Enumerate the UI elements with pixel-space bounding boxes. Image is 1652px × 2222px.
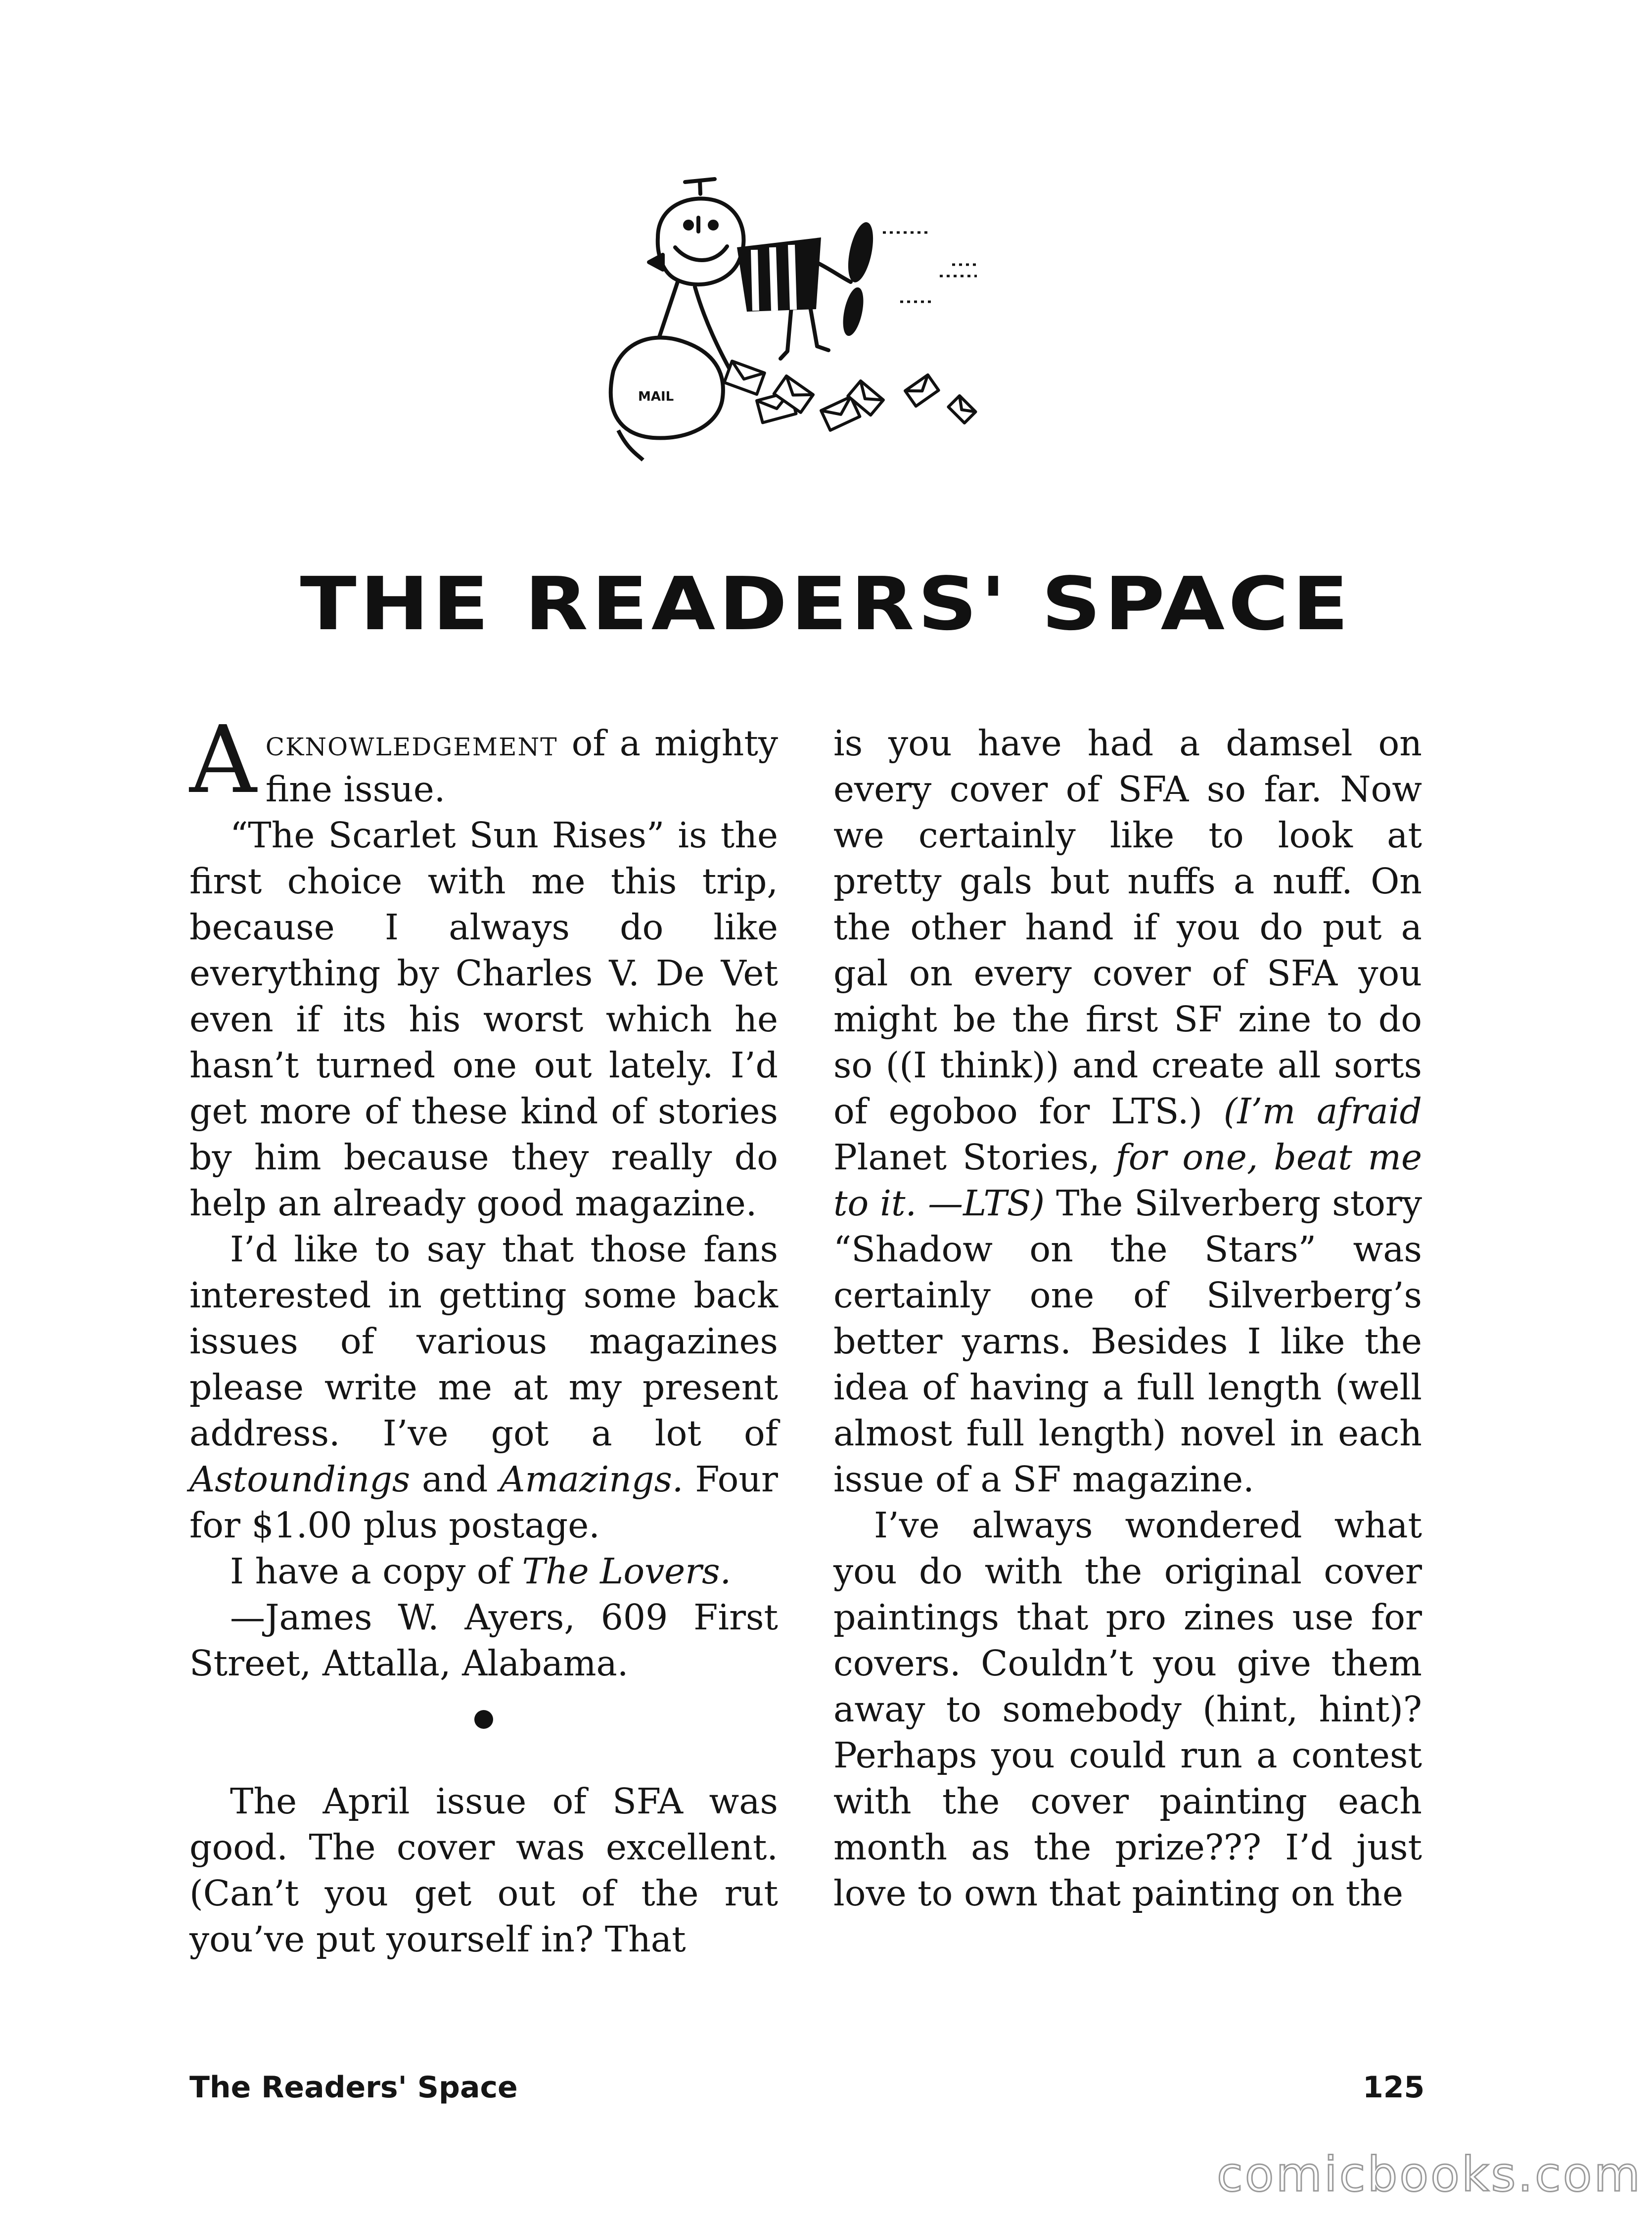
editor-reply: Planet Stories, [833,1137,1116,1178]
mascot-head [658,199,744,285]
section-separator [189,1686,778,1778]
letter-1-text: I’d like to say that those fans interested in getting some back issues of various magazines please write me at my present address. I’ve got a lot of [189,1229,778,1454]
envelope-icon [905,375,939,406]
envelope-icon [724,361,765,394]
left-column [189,706,778,1962]
letter-2-text: is you have had a damsel on every cover of SFA so far. Now we certainly like to look at pretty gals but nuffs a nuff. On the other hand if you do put a gal on every cover of SFA you might be the first SF zine to do so ((I think)) and create all sorts of egoboo for LTS.) [833,723,1422,1132]
letter-1-paragraph-2: “The Scarlet Sun Rises” is the first choice with me this trip, because I always do like everything by Charles V. De Vet even if its his worst which he hasn’t turned one out lately. I’d get more of these kind of stories by him because they really do help an already good magazine. [189,815,778,1224]
lead-in: cknowledgement [265,723,558,764]
letter-1-paragraph-1 [189,706,778,814]
page-title: THE READERS' SPACE [300,561,1352,647]
editor-reply: for one, beat me to it. —LTS) [833,1137,1423,1224]
mail-bag-label: MAIL [638,389,674,404]
letter-1-signature: —James W. Ayers, 609 First Street, Attalla, Alabama. [189,1597,778,1684]
letter-2-text: The Silverberg story “Shadow on the Stars” was certainly one of Silverberg’s better yarns. Besides I like the idea of having a full length (well almost full length) novel in each issue of a SF magazine. [833,1183,1422,1500]
mail-bag [611,338,723,438]
letter-1-paragraph-3 [189,1226,778,1548]
editor-reply: (I’m afraid [1223,1091,1422,1132]
magazine-title: Amazings. [500,1459,684,1500]
letter-2-paragraph-1: The April issue of SFA was good. The cover was excellent. (Can’t you get out of the rut you’ve put yourself in? That [189,1781,778,1960]
page-number: 125 [1363,2070,1425,2105]
magazine-title: Astoundings [189,1459,411,1500]
letter-2-paragraph-1-continued [833,720,1422,1502]
letter-1-text: Four for $1.00 plus postage. [189,1459,778,1546]
bullet-icon [474,1710,493,1729]
mailman-illustration [584,163,1029,490]
letter-1-text: and [410,1459,500,1500]
right-column [833,720,1422,1916]
letter-1-text: I have a copy of [230,1551,522,1592]
book-title: The Lovers. [522,1551,732,1592]
drop-cap: A [189,706,257,814]
letter-2-paragraph-2: I’ve always wondered what you do with the original cover paintings that pro zines use for covers. Couldn’t you give them away to somebody (hint, hint)? Perhaps you could run a contest with the cover painting each month as the prize??? I’d just love to own that painting on the [833,1505,1422,1914]
letter-1-text: of a mighty fine issue. [265,723,778,810]
envelope-icon [948,396,975,423]
letter-1-paragraph-4 [189,1548,778,1594]
running-title: The Readers' Space [189,2070,518,2105]
watermark: comicbooks.com [1217,2147,1643,2202]
